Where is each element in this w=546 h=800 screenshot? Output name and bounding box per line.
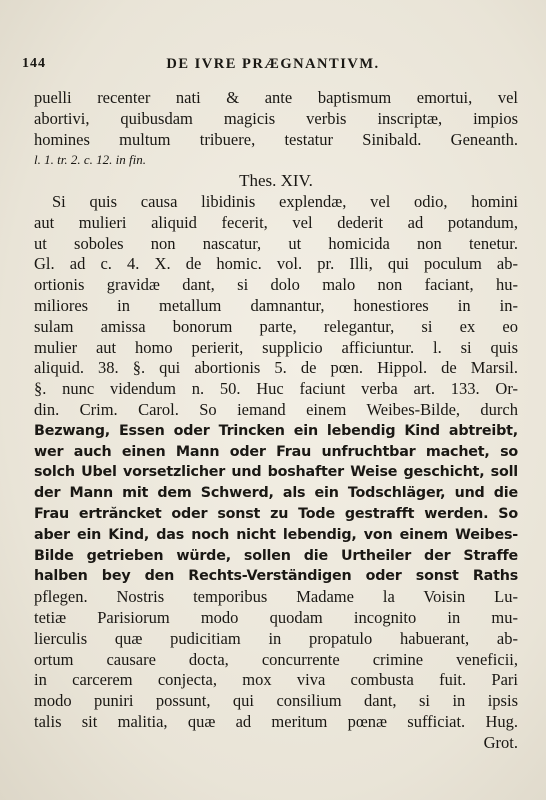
page-number: 144 [22,56,46,71]
text-line: aber ein Kind, das noch nicht lebendig, von einem Weibes- [34,526,518,543]
text-line: solch Ubel vorsetzlicher und boshafter Weise geschicht, soll [34,464,518,481]
text-line: tetiæ Parisiorum modo quodam incognito in mu- [34,607,518,627]
text-line: pflegen. Nostris temporibus Madame la Voisin Lu- [34,587,518,607]
text-line: sulam amissa bonorum parte, relegantur, si ex eo [34,316,518,336]
text-line: puelli recenter nati & ante baptismum emortui, vel [34,88,518,107]
text-line: ortionis gravidæ dant, si dolo malo non faciant, hu- [34,275,518,295]
text-line: aut mulieri aliquid fecerit, vel dederit ad potandum, [34,212,518,232]
body-text [34,88,518,754]
text-line: ortum causare docta, concurrente crimine veneficii, [34,649,518,669]
text-line: l. 1. tr. 2. c. 12. in fin. [34,152,146,168]
text-line: mulier aut homo perierit, supplicio afficiuntur. l. si quis [34,337,518,357]
text-line: Bezwang, Essen oder Trincken ein lebendig Kind abtreibt, [34,422,518,439]
text-line: lierculis quæ pudicitiam in propatulo habuerant, ab- [34,628,518,648]
section-heading: Thes. XIV. [239,171,313,191]
text-line: Grot. [483,732,518,752]
text-line: Si quis causa libidinis explendæ, vel odio, homini [52,191,518,211]
text-line: abortivi, quibusdam magicis verbis inscriptæ, impios [34,108,518,128]
running-title: DE IVRE PRÆGNANTIVM. [166,56,380,72]
page-header [22,56,524,78]
text-line: modo puniri possunt, qui consilium dant, si in ipsis [34,691,518,711]
text-line: ut soboles non nascatur, ut homicida non tenetur. [34,233,518,253]
text-line: der Mann mit dem Schwerd, als ein Todschläger, und die [34,485,518,502]
text-line: Frau ertrăncket oder sonst zu Tode gestrafft werden. So [34,505,518,522]
text-line: talis sit malitia, quæ ad meritum pœnæ sufficiat. Hug. [34,711,518,731]
text-line: wer auch einen Mann oder Frau unfruchtbar machet, so [34,443,518,460]
text-line: aliquid. 38. §. qui abortionis 5. de pœn. Hippol. de Marsil. [34,358,518,378]
text-line: in carcerem conjecta, mox viva combusta fuit. Pari [34,670,518,690]
text-line: din. Crim. Carol. So iemand einem Weibes-Bilde, durch [34,399,518,419]
text-line: miliores in metallum damnantur, honestiores in in- [34,295,518,315]
text-line: §. nunc videndum n. 50. Huc faciunt verba art. 133. Or- [34,379,518,399]
text-line: Gl. ad c. 4. X. de homic. vol. pr. Illi, qui poculum ab- [34,254,518,274]
text-line: halben bey den Rechts-Verständigen oder sonst Raths [34,568,518,585]
text-line: homines multum tribuere, testatur Sinibald. Geneanth. [34,129,518,149]
text-line: Bilde getrieben würde, sollen die Urtheiler der Straffe [34,547,518,564]
